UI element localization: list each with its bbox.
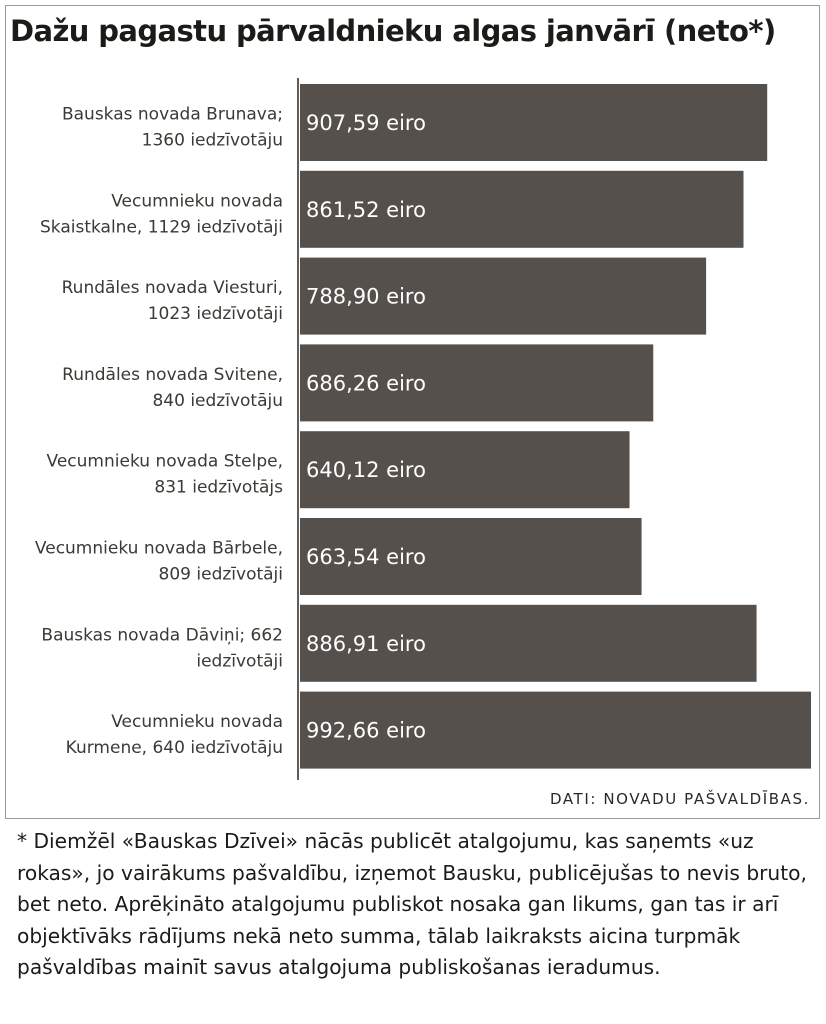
category-label: Vecumnieku novada Stelpe, bbox=[46, 451, 283, 472]
category-label: Rundāles novada Viesturi, bbox=[61, 278, 283, 299]
bar-value-label: 861,52 eiro bbox=[306, 197, 426, 222]
footnote: * Diemžēl «Bauskas Dzīvei» nācās publicēt atalgojumu, kas saņemts «uz rokas», jo vairākums pašvaldību, izņemot Bausku, publicējušas to nevis bruto, bet neto. Aprēķināto atalgojumu publiskot nosaka gan likums, gan tas ir arī objektīvāks rādījums nekā neto summa, tālab laikraksts aicina turpmāk pašvaldības mainīt savus atalgojuma publiskošanas ieradumus. bbox=[17, 829, 807, 979]
category-label: Bauskas novada Brunava; bbox=[61, 104, 283, 125]
category-label: Vecumnieku novada bbox=[111, 191, 283, 212]
bar-value-label: 992,66 eiro bbox=[306, 718, 426, 743]
category-label: Kurmene, 640 iedzīvotāju bbox=[65, 738, 283, 759]
chart-title: Dažu pagastu pārvaldnieku algas janvārī (neto*) bbox=[10, 14, 776, 48]
category-label: 840 iedzīvotāju bbox=[152, 390, 283, 411]
category-label: Vecumnieku novada Bārbele, bbox=[34, 538, 283, 559]
category-label: Vecumnieku novada bbox=[111, 712, 283, 733]
category-label: 831 iedzīvotājs bbox=[154, 477, 283, 498]
bar-value-label: 907,59 eiro bbox=[306, 111, 426, 135]
category-label: iedzīvotāji bbox=[196, 651, 283, 672]
bar-value-label: 640,12 eiro bbox=[306, 458, 426, 483]
category-label: Bauskas novada Dāviņi; 662 bbox=[41, 625, 283, 646]
category-label: 1023 iedzīvotāji bbox=[147, 304, 283, 325]
category-label: Rundāles novada Svitene, bbox=[62, 364, 283, 385]
source-note: DATI: NOVADU PAŠVALDĪBAS. bbox=[549, 790, 810, 808]
bar-value-label: 686,26 eiro bbox=[306, 371, 426, 396]
category-label: 1360 iedzīvotāju bbox=[141, 130, 283, 151]
category-label: 809 iedzīvotāji bbox=[158, 564, 283, 585]
bar-value-label: 663,54 eiro bbox=[306, 545, 426, 569]
bar-value-label: 886,91 eiro bbox=[306, 631, 426, 656]
bar-value-label: 788,90 eiro bbox=[306, 284, 426, 309]
category-label: Skaistkalne, 1129 iedzīvotāji bbox=[39, 217, 283, 238]
